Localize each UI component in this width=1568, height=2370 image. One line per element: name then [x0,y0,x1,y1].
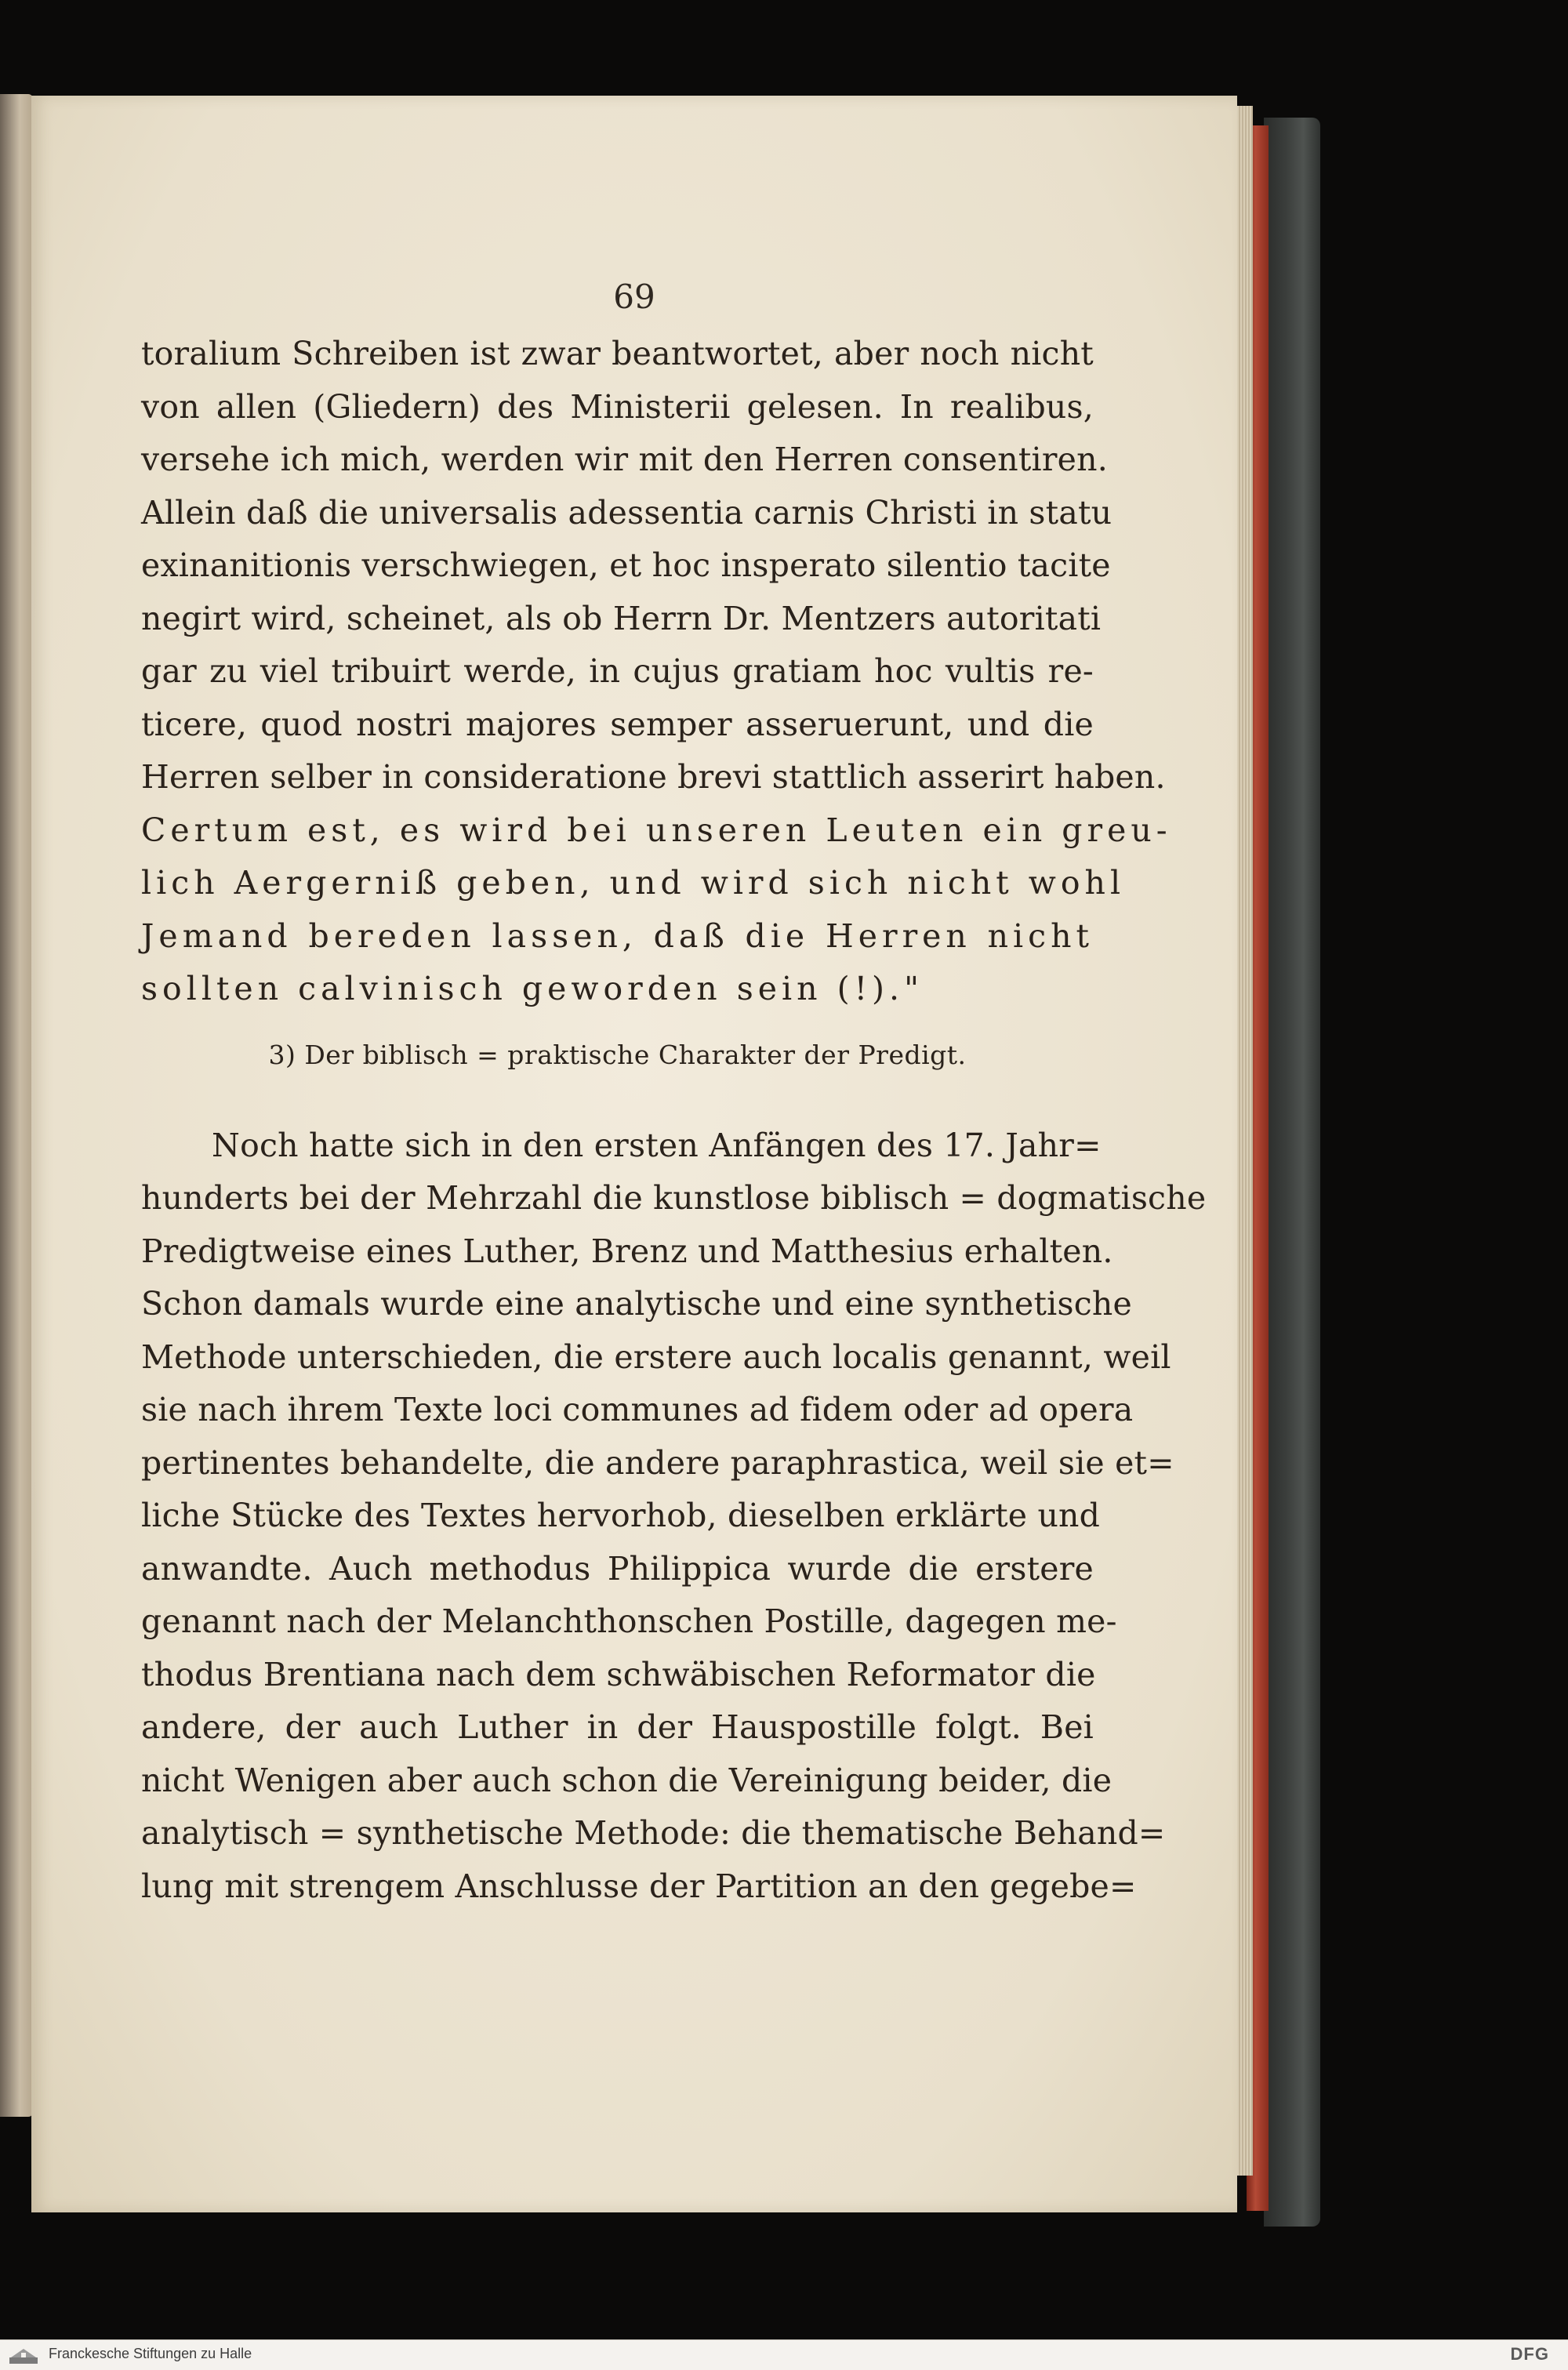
institution-logo-icon [8,2346,39,2365]
text-line: genannt nach der Melanchthonschen Postille, dagegen me- [141,1602,1117,1640]
text-line: von allen (Gliedern) des Ministerii gelesen. In realibus, [141,387,1094,426]
text-line: gar zu viel tribuirt werde, in cujus gratiam hoc vultis re- [141,652,1094,690]
text-line: andere, der auch Luther in der Hauspostille folgt. Bei [141,1708,1094,1746]
text-line: nicht Wenigen aber auch schon die Vereinigung beider, die [141,1761,1112,1799]
text-line: versehe ich mich, werden wir mit den Herren consentiren. [141,441,1108,478]
text-line: exinanitionis verschwiegen, et hoc insperato silentio tacite [141,546,1111,584]
text-line: Herren selber in consideratione brevi stattlich asserirt haben. [141,758,1166,796]
book-cover [1264,118,1320,2227]
text-line: liche Stücke des Textes hervorhob, dieselben erklärte und [141,1497,1101,1534]
page-stack [1237,106,1253,2176]
text-line: negirt wird, scheinet, als ob Herrn Dr. Mentzers autoritati [141,599,1102,637]
text-line: toralium Schreiben ist zwar beantwortet, aber noch nicht [141,335,1094,372]
dfg-logo: DFG [1510,2344,1549,2364]
text-line: Allein daß die universalis adessentia carnis Christi in statu [141,493,1112,532]
viewer-footer [0,2339,1568,2370]
text-line: sie nach ihrem Texte loci communes ad fidem oder ad opera [141,1391,1134,1428]
text-line: Schon damals wurde eine analytische und eine synthetische [141,1285,1132,1323]
book-page [31,96,1237,2212]
text-line: analytisch = synthetische Methode: die thematische Behand= [141,1814,1166,1852]
page-number: 69 [613,278,655,316]
text-line: lung mit strengem Anschlusse der Partition an den gegebe= [141,1867,1137,1905]
text-line: lich Aergerniß geben, und wird sich nicht wohl [141,864,1126,902]
text-line: Noch hatte sich in den ersten Anfängen des 17. Jahr= [212,1126,1102,1164]
text-line: pertinentes behandelte, die andere paraphrastica, weil sie et= [141,1443,1174,1482]
text-block [141,328,1207,1913]
text-line: Certum est, es wird bei unseren Leuten ein greu- [141,811,1172,849]
text-line: ticere, quod nostri majores semper asseruerunt, und die [141,705,1094,743]
text-line: hunderts bei der Mehrzahl die kunstlose biblisch = dogmatische [141,1179,1207,1217]
footer-institution-label: Franckesche Stiftungen zu Halle [49,2346,252,2361]
text-line: anwandte. Auch methodus Philippica wurde die erstere [141,1549,1094,1588]
text-line: Jemand bereden lassen, daß die Herren nicht [141,916,1094,955]
text-line: Predigtweise eines Luther, Brenz und Matthesius erhalten. [141,1232,1113,1270]
section-heading: 3) Der biblisch = praktische Charakter der Predigt. [268,1039,967,1070]
text-line: thodus Brentiana nach dem schwäbischen Reformator die [141,1655,1096,1693]
text-line: Methode unterschieden, die erstere auch localis genannt, weil [141,1337,1171,1376]
text-line: sollten calvinisch geworden sein (!)." [141,970,924,1007]
left-page-edge [0,94,33,2117]
